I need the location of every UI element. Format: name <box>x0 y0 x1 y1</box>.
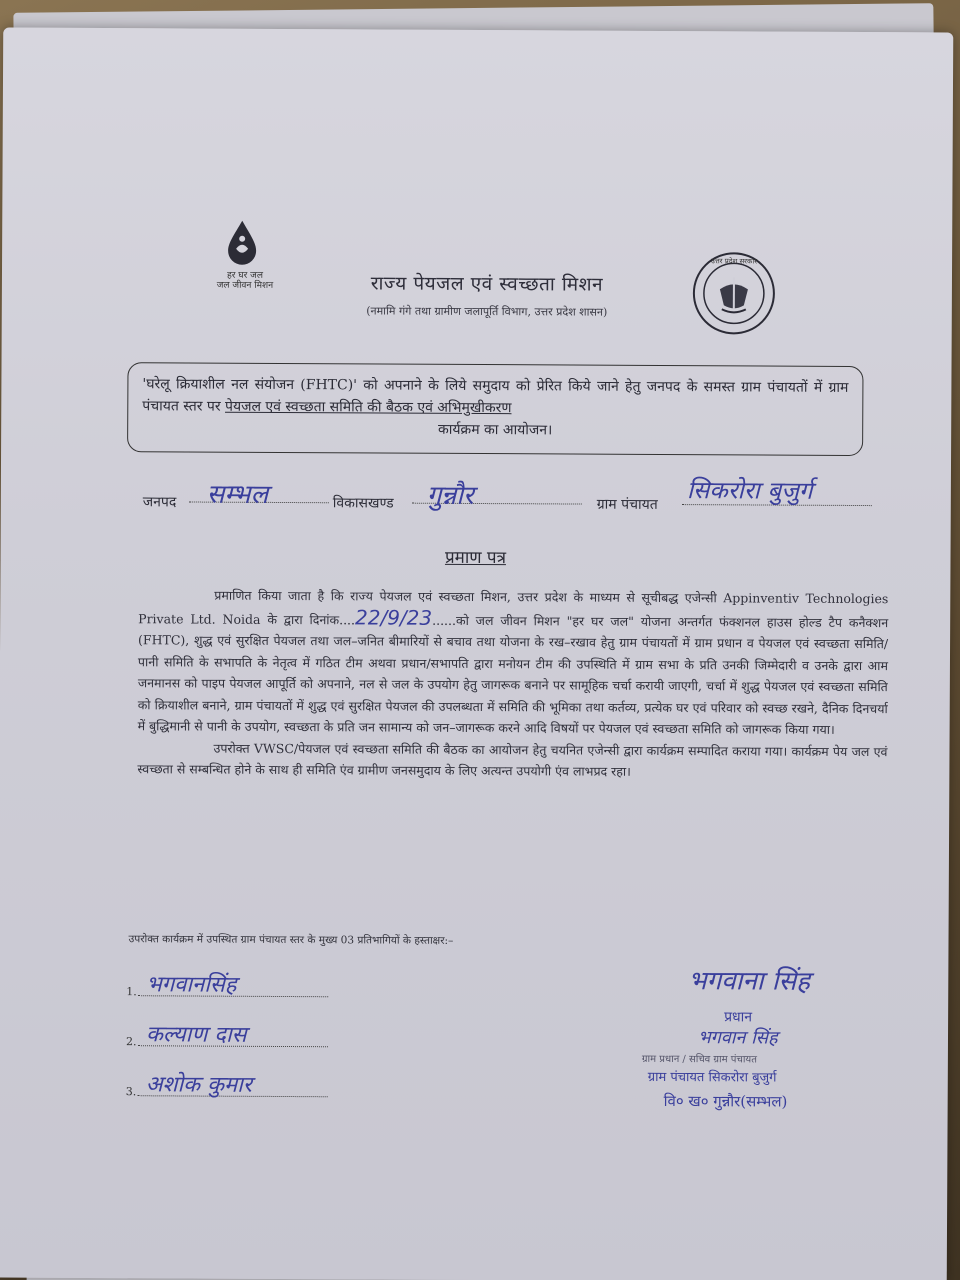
para1-part-a: प्रमाणित किया जाता है कि राज्य पेयजल एवं स्वच्छता मिशन, उत्तर प्रदेश के माध्यम से सूचीबद्ध एजेन्सी Appinventiv Technologies Private Ltd. Noida के द्वारा दिनांक <box>138 587 889 627</box>
notice-underlined-text: पेयजल एवं स्वच्छता समिति की बैठक एवं अभिमुखीकरण <box>225 398 512 417</box>
up-government-emblem <box>690 249 778 337</box>
block-value: गुन्नौर <box>426 480 474 511</box>
signature-number: 1. <box>126 985 137 999</box>
signature-number: 3. <box>125 1085 137 1099</box>
signature-number: 2. <box>125 1035 137 1049</box>
mission-subtitle: (नमामि गंगे तथा ग्रामीण जलापूर्ति विभाग, उत्तर प्रदेश शासन) <box>366 304 608 319</box>
water-drop-icon <box>226 219 258 267</box>
program-notice-box <box>127 362 863 456</box>
notice-text-b: कार्यक्रम का आयोजन। <box>437 421 553 439</box>
janpad-value: सम्भल <box>206 479 269 510</box>
signature-row-3 <box>126 1062 426 1104</box>
gram-panchayat-value: सिकरोरा बुजुर्ग <box>686 476 813 505</box>
letterhead <box>2 218 953 323</box>
stamp-name: भगवान सिंह <box>697 1027 778 1049</box>
pradhan-signature-stamp <box>638 961 939 1133</box>
stamp-gram-panchayat: ग्राम पंचायत सिकरोरा बुजुर्ग <box>647 1069 777 1086</box>
mission-title: राज्य पेयजल एवं स्वच्छता मिशन <box>370 272 604 296</box>
signature-row-1 <box>126 962 426 1004</box>
participant-signature: भगवानसिंह <box>146 972 237 998</box>
emblem-text: उत्तर प्रदेश सरकार <box>710 257 758 266</box>
signature-row-2 <box>126 1012 426 1054</box>
para1-part-b: को जल जीवन मिशन "हर घर जल" योजना अन्तर्गत फंक्शनल हाउस होल्ड टैप कनैक्शन (FHTC), शुद्ध एवं सुरक्षित पेयजल तथा जल–जनित बीमारियों से बचाव तथा योजना के रख–रखाव हेतु ग्राम पंचायतों में ग्राम प्रधान व पेयजल एवं स्वच्छता समिति/पानी समिति के सभापति के नेतृत्व में गठित टीम अथवा प्रधान/सभापति द्वारा मनोयन टीम की उपस्थिति में ग्राम सभा के प्रति उनकी जिम्मेदारी व उनके द्वारा आम जनमानस को पाइप पेयजल आपूर्ति को अपनाने, नल से जल के उपयोग हेतु जागरूक बनाने पर सामूहिक चर्चा करायी जाएगी, चर्चा में शुद्ध पेयजल एवं स्वच्छता समिति को क्रियाशील बनाने, ग्राम पंचायतों में शुद्ध एवं सुरक्षित पेयजल की उपलब्धता में समिति की भूमिका तथा कर्तव्य, प्रत्येक घर एवं परिवार को स्वच्छ रखने, दैनिक दिनचर्या में बुद्धिमानी से पानी के उपयोग, स्वच्छता के प्रति जन सामान्य को जन–जागरूक करने आदि विषयों पर पेयजल एवं स्वच्छता समिति को जागरूक किया गया। <box>137 612 889 737</box>
program-date: 22/9/23 <box>354 604 433 630</box>
notice-text-a: 'घरेलू क्रियाशील नल संयोजन (FHTC)' को अपनाने के लिये समुदाय को प्रेरित किये जाने हेतु जनपद के समस्त ग्राम पंचायतों में ग्राम पंचायत स्तर पर <box>142 376 849 415</box>
har-ghar-jal-logo <box>210 219 280 309</box>
certificate-paragraph-1: प्रमाणित किया जाता है कि राज्य पेयजल एवं स्वच्छता मिशन, उत्तर प्रदेश के माध्यम से सूचीबद्ध एजेन्सी Appinventiv Technologies Private Ltd. Noida के द्वारा दिनांक....22/9/23......को जल जीवन मिशन "हर घर जल" योजना अन्तर्गत फंक्शनल हाउस होल्ड टैप कनैक्शन (FHTC), शुद्ध एवं सुरक्षित पेयजल तथा जल–जनित बीमारियों से बचाव तथा योजना के रख–रखाव हेतु ग्राम पंचायतों में ग्राम प्रधान व पेयजल एवं स्वच्छता समिति/पानी समिति के सभापति के नेतृत्व में गठित टीम अथवा प्रधान/सभापति द्वारा मनोयन टीम की उपस्थिति में ग्राम सभा के प्रति उनकी जिम्मेदारी व उनके द्वारा आम जनमानस को पाइप पेयजल आपूर्ति को अपनाने, नल से जल के उपयोग हेतु जागरूक बनाने पर सामूहिक चर्चा करायी जाएगी, चर्चा में शुद्ध पेयजल एवं स्वच्छता समिति को क्रियाशील बनाने, ग्राम पंचायतों में शुद्ध एवं सुरक्षित पेयजल की उपलब्धता में समिति की भूमिका तथा कर्तव्य, प्रत्येक घर एवं परिवार को स्वच्छ रखने, दैनिक दिनचर्या में बुद्धिमानी से पानी के उपयोग, स्वच्छता के प्रति जन सामान्य को जन–जागरूक करने आदि विषयों पर पेयजल एवं स्वच्छता समिति को जागरूक किया गया। <box>137 587 889 737</box>
certificate-paragraph-2: उपरोक्त VWSC/पेयजल एवं स्वच्छता समिति की बैठक का आयोजन हेतु चयनित एजेन्सी द्वारा कार्यक्रम सम्पादित कराया गया। कार्यक्रम पेय जल एवं स्वच्छता से सम्बन्धित होने के साथ ही समिति एंव ग्रामीण जनसमुदाय के लिए अत्यन्त उपयोगी एंव लाभप्रद रहा। <box>137 740 888 779</box>
document-page <box>0 28 953 1280</box>
letterhead-title-block <box>302 269 672 320</box>
participant-signature: कल्याण दास <box>145 1022 247 1048</box>
participants-label: उपरोक्त कार्यक्रम में उपस्थित ग्राम पंचायत स्तर के मुख्य 03 प्रतिभागियों के हस्ताक्षर:– <box>128 933 454 947</box>
block-label: विकासखण्ड <box>332 495 394 512</box>
logo-caption-2: जल जीवन मिशन <box>216 280 274 291</box>
certificate-title: प्रमाण पत्र <box>444 547 507 569</box>
logo-caption-1: हर घर जल <box>226 270 263 281</box>
pradhan-word: प्रधान <box>724 1009 753 1026</box>
pradhan-signature: भगवाना सिंह <box>688 966 811 997</box>
location-fields <box>137 474 877 528</box>
participant-signatures <box>126 958 427 1110</box>
gram-panchayat-label: ग्राम पंचायत <box>596 496 658 513</box>
janpad-label: जनपद <box>142 494 177 511</box>
participant-signature: अशोक कुमार <box>145 1072 252 1098</box>
certificate-body <box>137 584 888 783</box>
stamp-designation: ग्राम प्रधान / सचिव ग्राम पंचायत <box>641 1053 757 1066</box>
stamp-block: वि० ख० गुन्नौर(सम्भल) <box>663 1091 788 1111</box>
